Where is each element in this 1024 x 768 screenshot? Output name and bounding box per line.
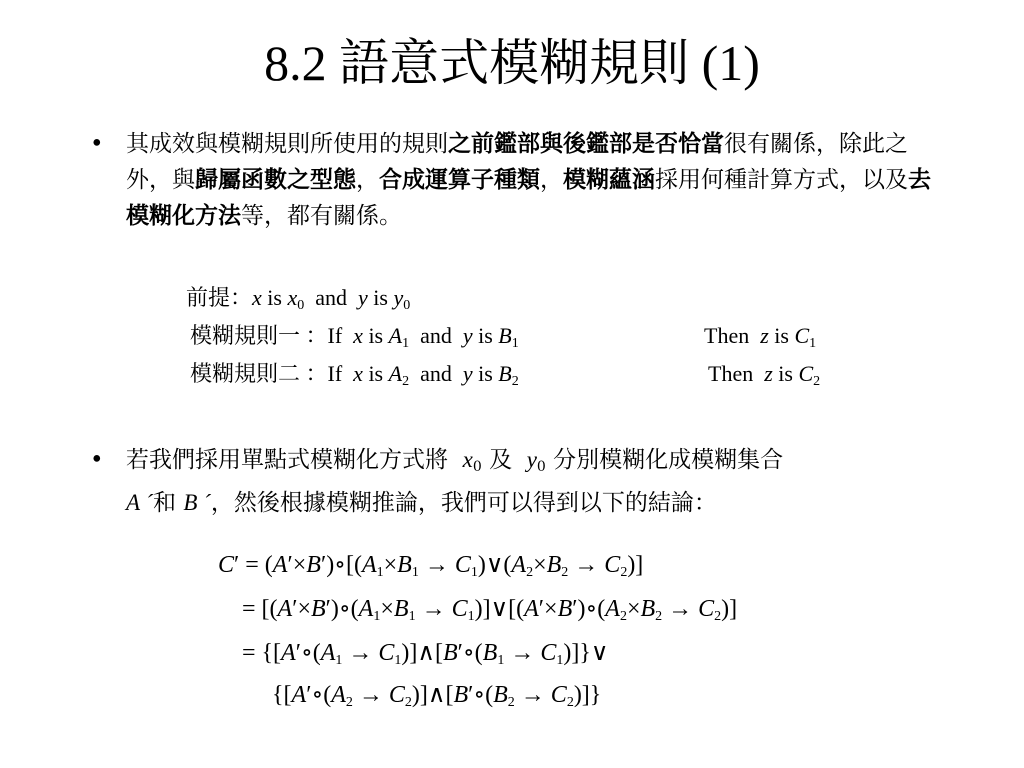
bold-term: 歸屬函數之型態	[195, 166, 356, 193]
bullet-2-text: 若我們採用單點式模糊化方式將 $x_0$ 及 $y_0$ 分別模糊化成模糊集合 A ´和 B ´，然後根據模糊推論，我們可以得到以下的結論：	[126, 447, 784, 516]
bullet-paragraph-1	[90, 126, 950, 234]
equation-line-1: $C' = (A'\times B')\circ[(A_1\times B_1$ → $C_1)\vee(A_2\times B_2 \to C_2)$]	[218, 552, 644, 580]
text-segment: 採用何種計算方式，以及	[655, 167, 908, 193]
bullet-1-text	[126, 126, 950, 234]
bold-term: 去模糊化方法	[126, 166, 931, 229]
rule-2-line: 模糊規則二 ：If x is $A_2$ and y is $B_2$	[190, 361, 519, 389]
rule-1-then: Then z is $C_1$	[704, 323, 817, 351]
page-title: 8.2 語意式模糊規則 (1)	[264, 35, 760, 91]
bold-term: 之前鑑部與後鑑部是否恰當	[448, 130, 724, 157]
text-segment: 等，都有關係。	[241, 203, 402, 229]
text-segment: ，	[356, 167, 379, 193]
text-segment: 很有關係，除此之外，與	[126, 131, 908, 193]
rule-1-label: 模糊規則一 ：	[190, 323, 328, 348]
bullet-dot: •	[90, 131, 104, 157]
bullet-dot: •	[90, 447, 104, 473]
equation-line-4: {[$A'\circ(A_2$ → $C_2)]\wedge[B'\circ(B_2 \to C_2)]$}	[272, 682, 602, 710]
premise-line: 前提：x is $x_0$ and y is $y_0$	[186, 285, 411, 313]
bold-term: 模糊蘊涵	[563, 166, 655, 193]
equation-line-3: = {[$A'\circ(A_1$ → $C_1)]\wedge[B'\circ(B_1$ → $C_1)]\}\vee$	[242, 640, 609, 668]
bold-term: 合成運算子種類	[379, 166, 540, 193]
premise-label: 前提：	[186, 285, 253, 310]
text-segment: ，	[540, 167, 563, 193]
rule-2-label: 模糊規則二 ：	[190, 361, 328, 386]
rule-2-then: Then z is $C_2$	[708, 361, 821, 389]
text-segment: 其成效與模糊規則所使用的規則	[126, 131, 448, 157]
equation-line-2: = [$(A'\times B')\circ(A_1\times B_1$ → $C_1)]\vee[(A'\times B')\circ(A_2\times B_2 \to C_2)]$	[242, 596, 738, 624]
bullet-paragraph-2	[90, 442, 950, 521]
rule-1-line: 模糊規則一 ：If x is $A_1$ and y is $B_1$	[190, 323, 519, 351]
